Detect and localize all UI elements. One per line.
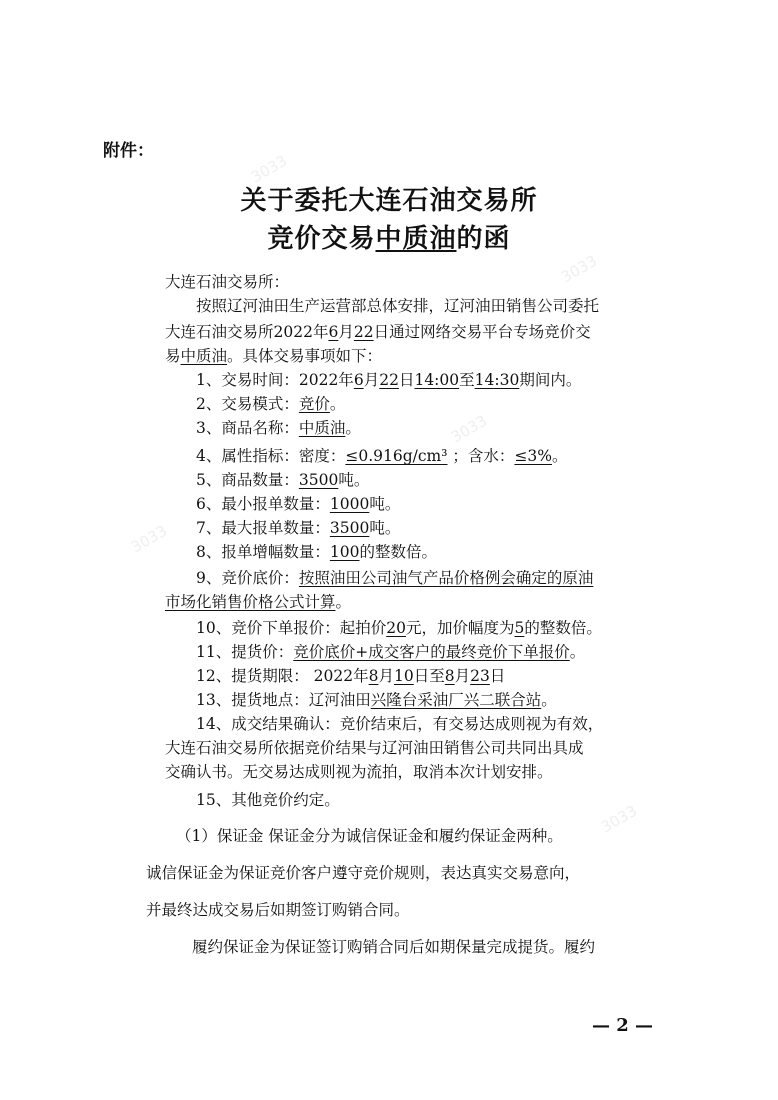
item-14-line1: 14、成交结果确认：竞价结束后，有交易达成则视为有效， [196, 715, 604, 733]
watermark: 3033 [598, 801, 641, 837]
document-title-line2: 竞价交易中质油的函 [267, 224, 511, 254]
item-1: 1、交易时间：2022年6月22日14:00至14:30期间内。 [196, 371, 582, 389]
item-5: 5、商品数量：3500吨。 [196, 471, 370, 489]
item-11: 11、提货价：竞价底价+成交客户的最终竞价下单报价。 [196, 643, 586, 661]
item-13: 13、提货地点：辽河油田兴隆台采油厂兴二联合站。 [196, 691, 557, 709]
intro-line3: 易中质油。具体交易事项如下： [165, 347, 383, 365]
item-14-line3: 交确认书。无交易达成则视为流拍，取消本次计划安排。 [165, 763, 553, 781]
item-6: 6、最小报单数量：1000吨。 [196, 495, 401, 513]
item-8: 8、报单增幅数量：100的整数倍。 [196, 543, 437, 561]
item-14-line2: 大连石油交易所依据竞价结果与辽河油田销售公司共同出具成 [165, 739, 584, 757]
watermark: 3033 [248, 151, 291, 187]
deposit-line4: 履约保证金为保证签订购销合同后如期保量完成提货。履约 [192, 938, 596, 956]
item-2: 2、交易模式：竞价。 [196, 395, 346, 413]
item-7: 7、最大报单数量：3500吨。 [196, 519, 401, 537]
item-3: 3、商品名称：中质油。 [196, 419, 361, 437]
item-10: 10、竞价下单报价：起拍价20元，加价幅度为5的整数倍。 [196, 619, 602, 637]
attachment-label: 附件： [103, 141, 154, 161]
deposit-line1: （1）保证金 保证金分为诚信保证金和履约保证金两种。 [176, 827, 563, 845]
page-number: — 2 — [591, 1015, 653, 1036]
salutation: 大连石油交易所： [165, 273, 290, 291]
deposit-line3: 并最终达成交易后如期签订购销合同。 [146, 901, 410, 919]
item-12: 12、提货期限： 2022年8月10日至8月23日 [196, 667, 506, 685]
item-4: 4、属性指标：密度：≤0.916g/cm³ ；含水：≤3%。 [196, 447, 568, 465]
item-9-line2: 市场化销售价格公式计算。 [165, 593, 352, 611]
document-title-line1: 关于委托大连石油交易所 [240, 186, 538, 216]
watermark: 3033 [558, 251, 601, 287]
item-9-line1: 9、竞价底价：按照油田公司油气产品价格例会确定的原油 [196, 569, 594, 587]
intro-line1: 按照辽河油田生产运营部总体安排，辽河油田销售公司委托 [196, 297, 600, 315]
watermark: 3033 [128, 521, 171, 557]
watermark: 3033 [448, 411, 491, 447]
deposit-line2: 诚信保证金为保证竞价客户遵守竞价规则，表达真实交易意向， [146, 864, 581, 882]
intro-line2: 大连石油交易所2022年6月22日通过网络交易平台专场竞价交 [165, 323, 591, 341]
item-15: 15、其他竞价约定。 [196, 791, 340, 809]
